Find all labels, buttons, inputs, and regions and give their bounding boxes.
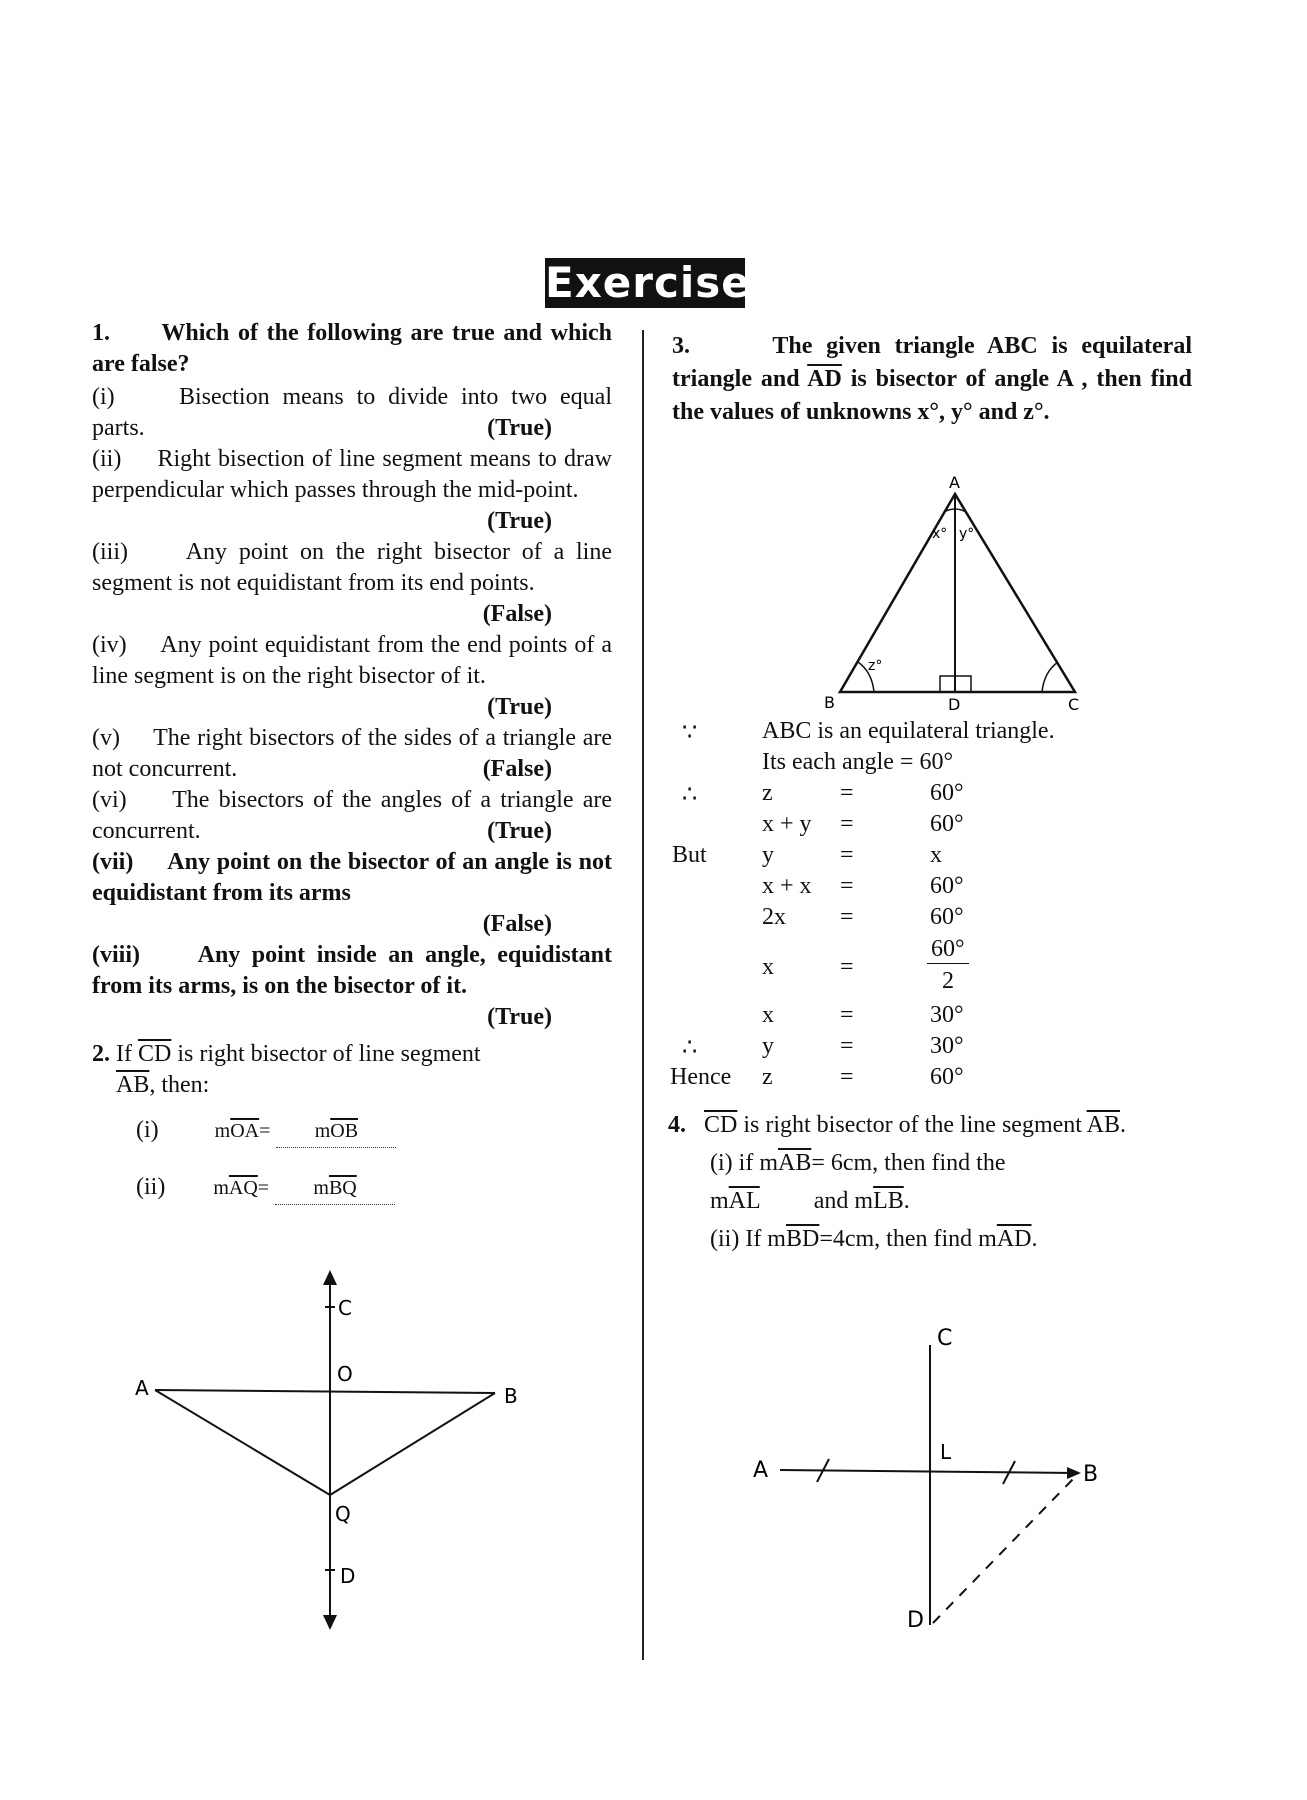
q2-figure: [130, 1265, 550, 1640]
label-d: D: [948, 695, 961, 712]
q2-number: 2.: [92, 1041, 110, 1067]
q4-figure: [745, 1325, 1125, 1635]
q3-heading: [672, 330, 1192, 429]
q2-part-label: (ii): [136, 1174, 166, 1200]
label-a: A: [949, 473, 960, 492]
arrow-up-icon: [323, 1270, 337, 1285]
step-lhs: z: [762, 780, 773, 806]
q2-part-answer: [275, 1173, 395, 1205]
step-eq: =: [840, 842, 854, 868]
step-eq: =: [840, 954, 854, 980]
fraction-denominator: 2: [942, 968, 954, 994]
q4-p2-val: =4cm, then find m: [819, 1226, 997, 1252]
q2-part-answer: [276, 1116, 396, 1148]
step-eq: =: [840, 1033, 854, 1059]
q3-seg-ad: $\overline{AD}$: [807, 366, 842, 392]
label-b: B: [1083, 1462, 1099, 1487]
step-rhs: 30°: [930, 1033, 964, 1059]
label-x: x°: [932, 526, 948, 542]
q1-item-answer: (False): [482, 601, 552, 627]
segment-bq: [330, 1393, 495, 1495]
label-b: B: [504, 1384, 518, 1408]
q1-number: 1.: [92, 320, 110, 346]
q4-p1-seg3: $\overline{LB}$: [873, 1188, 904, 1214]
q4-p2-seg2: $\overline{AD}$: [996, 1226, 1032, 1252]
q3-solution: [672, 718, 1192, 1118]
column-divider: [642, 330, 644, 1660]
step-lhs: x + y: [762, 811, 812, 837]
label-z: z°: [868, 658, 883, 674]
q4-seg-cd: $\overline{CD}$: [704, 1112, 738, 1138]
q1-item-text: The right bisectors of the sides of a triangle are not concurrent.: [92, 725, 612, 782]
hence-label: Hence: [670, 1064, 732, 1090]
q4-p1-seg: $\overline{AB}$: [777, 1150, 812, 1176]
q1-item-text: Any point inside an angle, equidistant from its arms, is on the bisector of it.: [92, 942, 612, 999]
label-l: L: [940, 1440, 952, 1464]
q1-item: [92, 444, 612, 537]
q3-number: 3.: [672, 333, 690, 359]
label-c: C: [1068, 695, 1080, 712]
step-rhs: 60°: [930, 873, 964, 899]
q4-p1-seg2: $\overline{AL}$: [728, 1188, 760, 1214]
label-y: y°: [959, 526, 975, 542]
but-label: But: [672, 842, 707, 868]
label-c: C: [937, 1326, 953, 1351]
step-lhs: z: [762, 1064, 773, 1090]
q1-item-label: (v): [92, 725, 120, 751]
label-b: B: [824, 693, 835, 712]
q1-item: [92, 785, 612, 847]
arrow-right-icon: [1067, 1467, 1081, 1479]
arrow-down-icon: [323, 1615, 337, 1630]
q2-heading: [92, 1039, 612, 1101]
q1-item-text: Bisection means to divide into two equal parts.: [92, 384, 613, 441]
q1-item-label: (i): [92, 384, 115, 410]
q2-seg-ab: $\overline{AB}$: [116, 1072, 150, 1098]
q1-item: [92, 630, 612, 723]
step-rhs: 60°: [930, 904, 964, 930]
segment-ab: [155, 1390, 495, 1393]
q1-item-text: The bisectors of the angles of a triangle are concurrent.: [92, 787, 612, 844]
q1-item-label: (vii): [92, 849, 134, 875]
q1-item-text: Any point on the right bisector of a line segment is not equidistant from its end points.: [92, 539, 613, 596]
step-rhs: 30°: [930, 1002, 964, 1028]
q1-item: [92, 537, 612, 630]
q1-item-answer: (True): [487, 1004, 552, 1030]
q2-post: , then:: [149, 1072, 210, 1098]
step-lhs: 2x: [762, 904, 786, 930]
q3-figure: [810, 472, 1100, 712]
q2-part-eq: =: [257, 1177, 270, 1199]
step-rhs: x: [930, 842, 942, 868]
fraction-numerator: 60°: [927, 936, 969, 964]
q2-seg-cd: $\overline{CD}$: [137, 1041, 172, 1067]
step-lhs: x + x: [762, 873, 812, 899]
step-eq: =: [840, 873, 854, 899]
label-o: O: [337, 1362, 353, 1386]
q1-item-text: Any point on the bisector of an angle is not equidistant from its arms: [92, 849, 612, 906]
q4-p1-m1: m: [710, 1188, 729, 1214]
step-lhs: y: [762, 1033, 774, 1059]
q2-part-eq: =: [259, 1120, 271, 1142]
q1-item-label: (iii): [92, 539, 128, 565]
right-angle-mark-left: [940, 676, 955, 692]
q3-text-2: is bisector of angle A , then find the values of unknowns: [672, 366, 1193, 425]
q1-item: [92, 723, 612, 785]
label-c: C: [338, 1296, 352, 1320]
q2-part-lhs-m: m: [213, 1177, 229, 1199]
since-symbol: ∵: [682, 720, 698, 746]
q4-p1-and: and m: [813, 1188, 874, 1214]
q1-heading: [92, 318, 612, 380]
q2-part-rhs-m: m: [313, 1177, 329, 1199]
label-a: A: [753, 1458, 769, 1483]
label-a: A: [135, 1376, 149, 1400]
q4-block: [668, 1106, 1188, 1258]
q4-number: 4.: [668, 1112, 686, 1138]
right-angle-mark-icon: [955, 676, 971, 692]
q2-part-lhs-m: m: [214, 1120, 231, 1142]
q4-p2-pre: (ii) If m: [710, 1226, 786, 1252]
solution-line-1: ABC is an equilateral triangle.: [762, 718, 1055, 744]
q1-item-answer: (True): [487, 694, 552, 720]
step-eq: =: [840, 1002, 854, 1028]
q1-item-text: Right bisection of line segment means to draw perpendicular which passes through the mid-point.: [92, 446, 612, 503]
q2-mid: is right bisector of line segment: [177, 1041, 481, 1067]
q1-item-answer: (True): [487, 508, 552, 534]
q1-item-text: Any point equidistant from the end points of a line segment is on the right bisector of it.: [92, 632, 612, 689]
left-column: [92, 318, 612, 1205]
angle-c-arc: [1042, 662, 1058, 692]
q4-p1-val: = 6cm, then find the: [811, 1150, 1006, 1176]
q4-part-1: (i) if $m\overline{AB}= 6cm$, then find the $m\overline{AL}$ and $m\overline{LB}$.: [710, 1150, 1006, 1214]
q2-pre: If: [116, 1041, 132, 1067]
q2-part: [136, 1172, 612, 1205]
q1-item-label: (vi): [92, 787, 127, 813]
q1-item-answer: (True): [487, 818, 552, 844]
step-rhs: 60°: [930, 1064, 964, 1090]
q2-part-lhs-seg: $\overline{AQ}$: [228, 1177, 258, 1199]
label-d: D: [340, 1564, 356, 1588]
q1-item-answer: (False): [482, 756, 552, 782]
label-d: D: [907, 1608, 924, 1633]
q2-part-rhs-seg: $\overline{BQ}$: [328, 1177, 357, 1199]
segment-aq: [155, 1390, 330, 1495]
therefore-symbol: ∴: [682, 782, 698, 808]
q1-text: Which of the following are true and which are false?: [92, 320, 613, 377]
q2-part-lhs-seg: $\overline{OA}$: [230, 1120, 260, 1142]
step-eq: =: [840, 1064, 854, 1090]
step-rhs: 60°: [930, 811, 964, 837]
q2-part: [136, 1115, 612, 1148]
step-eq: =: [840, 904, 854, 930]
q2-part-label: (i): [136, 1117, 159, 1143]
q4-heading: 4. $\overline{CD}$ is right bisector of the line segment $\overline{AB}$.: [668, 1112, 1126, 1138]
q1-item-label: (iv): [92, 632, 127, 658]
q1-item: [92, 382, 612, 444]
label-q: Q: [335, 1502, 351, 1526]
q2-part-rhs-seg: $\overline{OB}$: [330, 1120, 359, 1142]
q4-seg-ab: $\overline{AB}$: [1086, 1112, 1120, 1138]
q3-text-1: The given triangle ABC is equilateral triangle and: [672, 333, 1192, 392]
step-rhs: 60°: [930, 780, 964, 806]
segment-ab: [780, 1470, 1075, 1473]
step-lhs: x: [762, 954, 774, 980]
q2-part-rhs-m: m: [314, 1120, 331, 1142]
q1-item-label: (viii): [92, 942, 140, 968]
page-title: Exercise: [545, 258, 751, 307]
step-lhs: x: [762, 1002, 774, 1028]
step-lhs: y: [762, 842, 774, 868]
step-eq: =: [840, 811, 854, 837]
step-eq: =: [840, 780, 854, 806]
q1-item: [92, 847, 612, 940]
q4-part-2: (ii) If $m\overline{BD}=4cm$, then find $m\overline{AD}$.: [710, 1226, 1038, 1252]
q1-item-answer: (True): [487, 415, 552, 441]
q1-item-label: (ii): [92, 446, 122, 472]
q4-text: is right bisector of the line segment: [743, 1112, 1082, 1138]
q3-block: [672, 330, 1192, 429]
solution-line-2: Its each angle = 60°: [762, 749, 954, 775]
q3-unknowns: x°, y° and z°.: [917, 399, 1050, 425]
q1-item-answer: (False): [482, 911, 552, 937]
segment-bd-dashed: [933, 1477, 1075, 1623]
q4-p2-seg: $\overline{BD}$: [785, 1226, 820, 1252]
therefore-symbol: ∴: [682, 1035, 698, 1061]
q4-p1-pre: (i) if m: [710, 1150, 778, 1176]
q1-item: [92, 940, 612, 1033]
